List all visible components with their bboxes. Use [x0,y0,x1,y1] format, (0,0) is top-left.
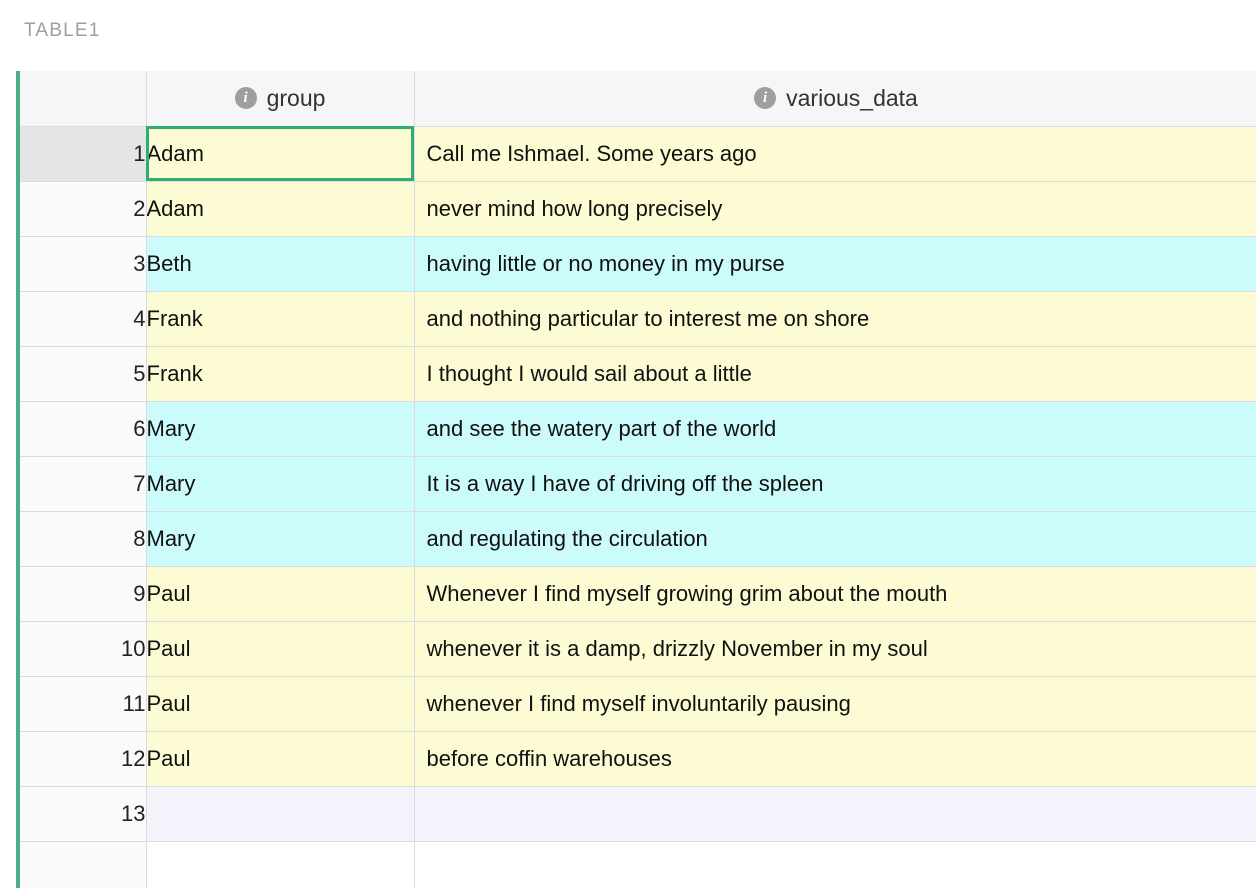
table-row[interactable] [18,786,1256,841]
cell-group[interactable]: Paul [146,731,414,786]
table-row[interactable] [18,676,1256,731]
row-number[interactable]: 7 [18,456,146,511]
cell-group[interactable]: Frank [146,291,414,346]
column-header-group-label: group [266,84,326,111]
cell-various-data[interactable] [414,786,1256,841]
footer-cell-group [146,841,414,888]
info-icon[interactable]: i [235,87,257,109]
row-number[interactable]: 10 [18,621,146,676]
info-icon[interactable]: i [754,87,776,109]
cell-group[interactable]: Frank [146,346,414,401]
row-number[interactable]: 3 [18,236,146,291]
column-header-group[interactable] [146,71,414,126]
cell-group[interactable]: Mary [146,456,414,511]
row-number[interactable]: 12 [18,731,146,786]
cell-group[interactable] [146,786,414,841]
grid-header [18,71,1256,126]
row-number[interactable]: 8 [18,511,146,566]
table-row[interactable] [18,126,1256,181]
row-number[interactable]: 13 [18,786,146,841]
row-number[interactable]: 6 [18,401,146,456]
table-row[interactable] [18,566,1256,621]
cell-various-data[interactable]: and regulating the circulation [414,511,1256,566]
cell-various-data[interactable]: I thought I would sail about a little [414,346,1256,401]
footer-row-number [18,841,146,888]
column-header-various-data-label: various_data [786,84,918,111]
cell-group[interactable]: Adam [146,126,414,181]
header-row [18,71,1256,126]
row-number[interactable]: 1 [18,126,146,181]
row-number[interactable]: 4 [18,291,146,346]
cell-group[interactable]: Adam [146,181,414,236]
cell-various-data[interactable]: before coffin warehouses [414,731,1256,786]
grid-footer [18,841,1256,888]
footer-spacer-row [18,841,1256,888]
cell-various-data[interactable]: whenever it is a damp, drizzly November in my soul [414,621,1256,676]
cell-various-data[interactable]: and see the watery part of the world [414,401,1256,456]
row-number[interactable]: 9 [18,566,146,621]
table-row[interactable] [18,511,1256,566]
row-number[interactable]: 11 [18,676,146,731]
row-number[interactable]: 5 [18,346,146,401]
cell-group[interactable]: Paul [146,566,414,621]
table-row[interactable] [18,731,1256,786]
grid-table [16,71,1256,888]
data-grid [16,71,1256,888]
select-all-corner[interactable] [18,71,146,126]
table-row[interactable] [18,621,1256,676]
cell-group[interactable]: Paul [146,621,414,676]
cell-group[interactable]: Mary [146,511,414,566]
cell-various-data[interactable]: whenever I find myself involuntarily pausing [414,676,1256,731]
cell-various-data[interactable]: never mind how long precisely [414,181,1256,236]
table-row[interactable] [18,291,1256,346]
cell-group[interactable]: Paul [146,676,414,731]
grid-body [18,126,1256,841]
cell-group[interactable]: Mary [146,401,414,456]
cell-various-data[interactable]: Call me Ishmael. Some years ago [414,126,1256,181]
page-title: TABLE1 [24,20,101,41]
table-row[interactable] [18,456,1256,511]
cell-various-data[interactable]: having little or no money in my purse [414,236,1256,291]
row-number[interactable]: 2 [18,181,146,236]
column-header-various-data[interactable] [414,71,1256,126]
cell-group[interactable]: Beth [146,236,414,291]
cell-various-data[interactable]: and nothing particular to interest me on shore [414,291,1256,346]
table-row[interactable] [18,401,1256,456]
cell-various-data[interactable]: Whenever I find myself growing grim about the mouth [414,566,1256,621]
cell-various-data[interactable]: It is a way I have of driving off the spleen [414,456,1256,511]
footer-cell-various-data [414,841,1256,888]
table-row[interactable] [18,181,1256,236]
table-row[interactable] [18,346,1256,401]
table-row[interactable] [18,236,1256,291]
